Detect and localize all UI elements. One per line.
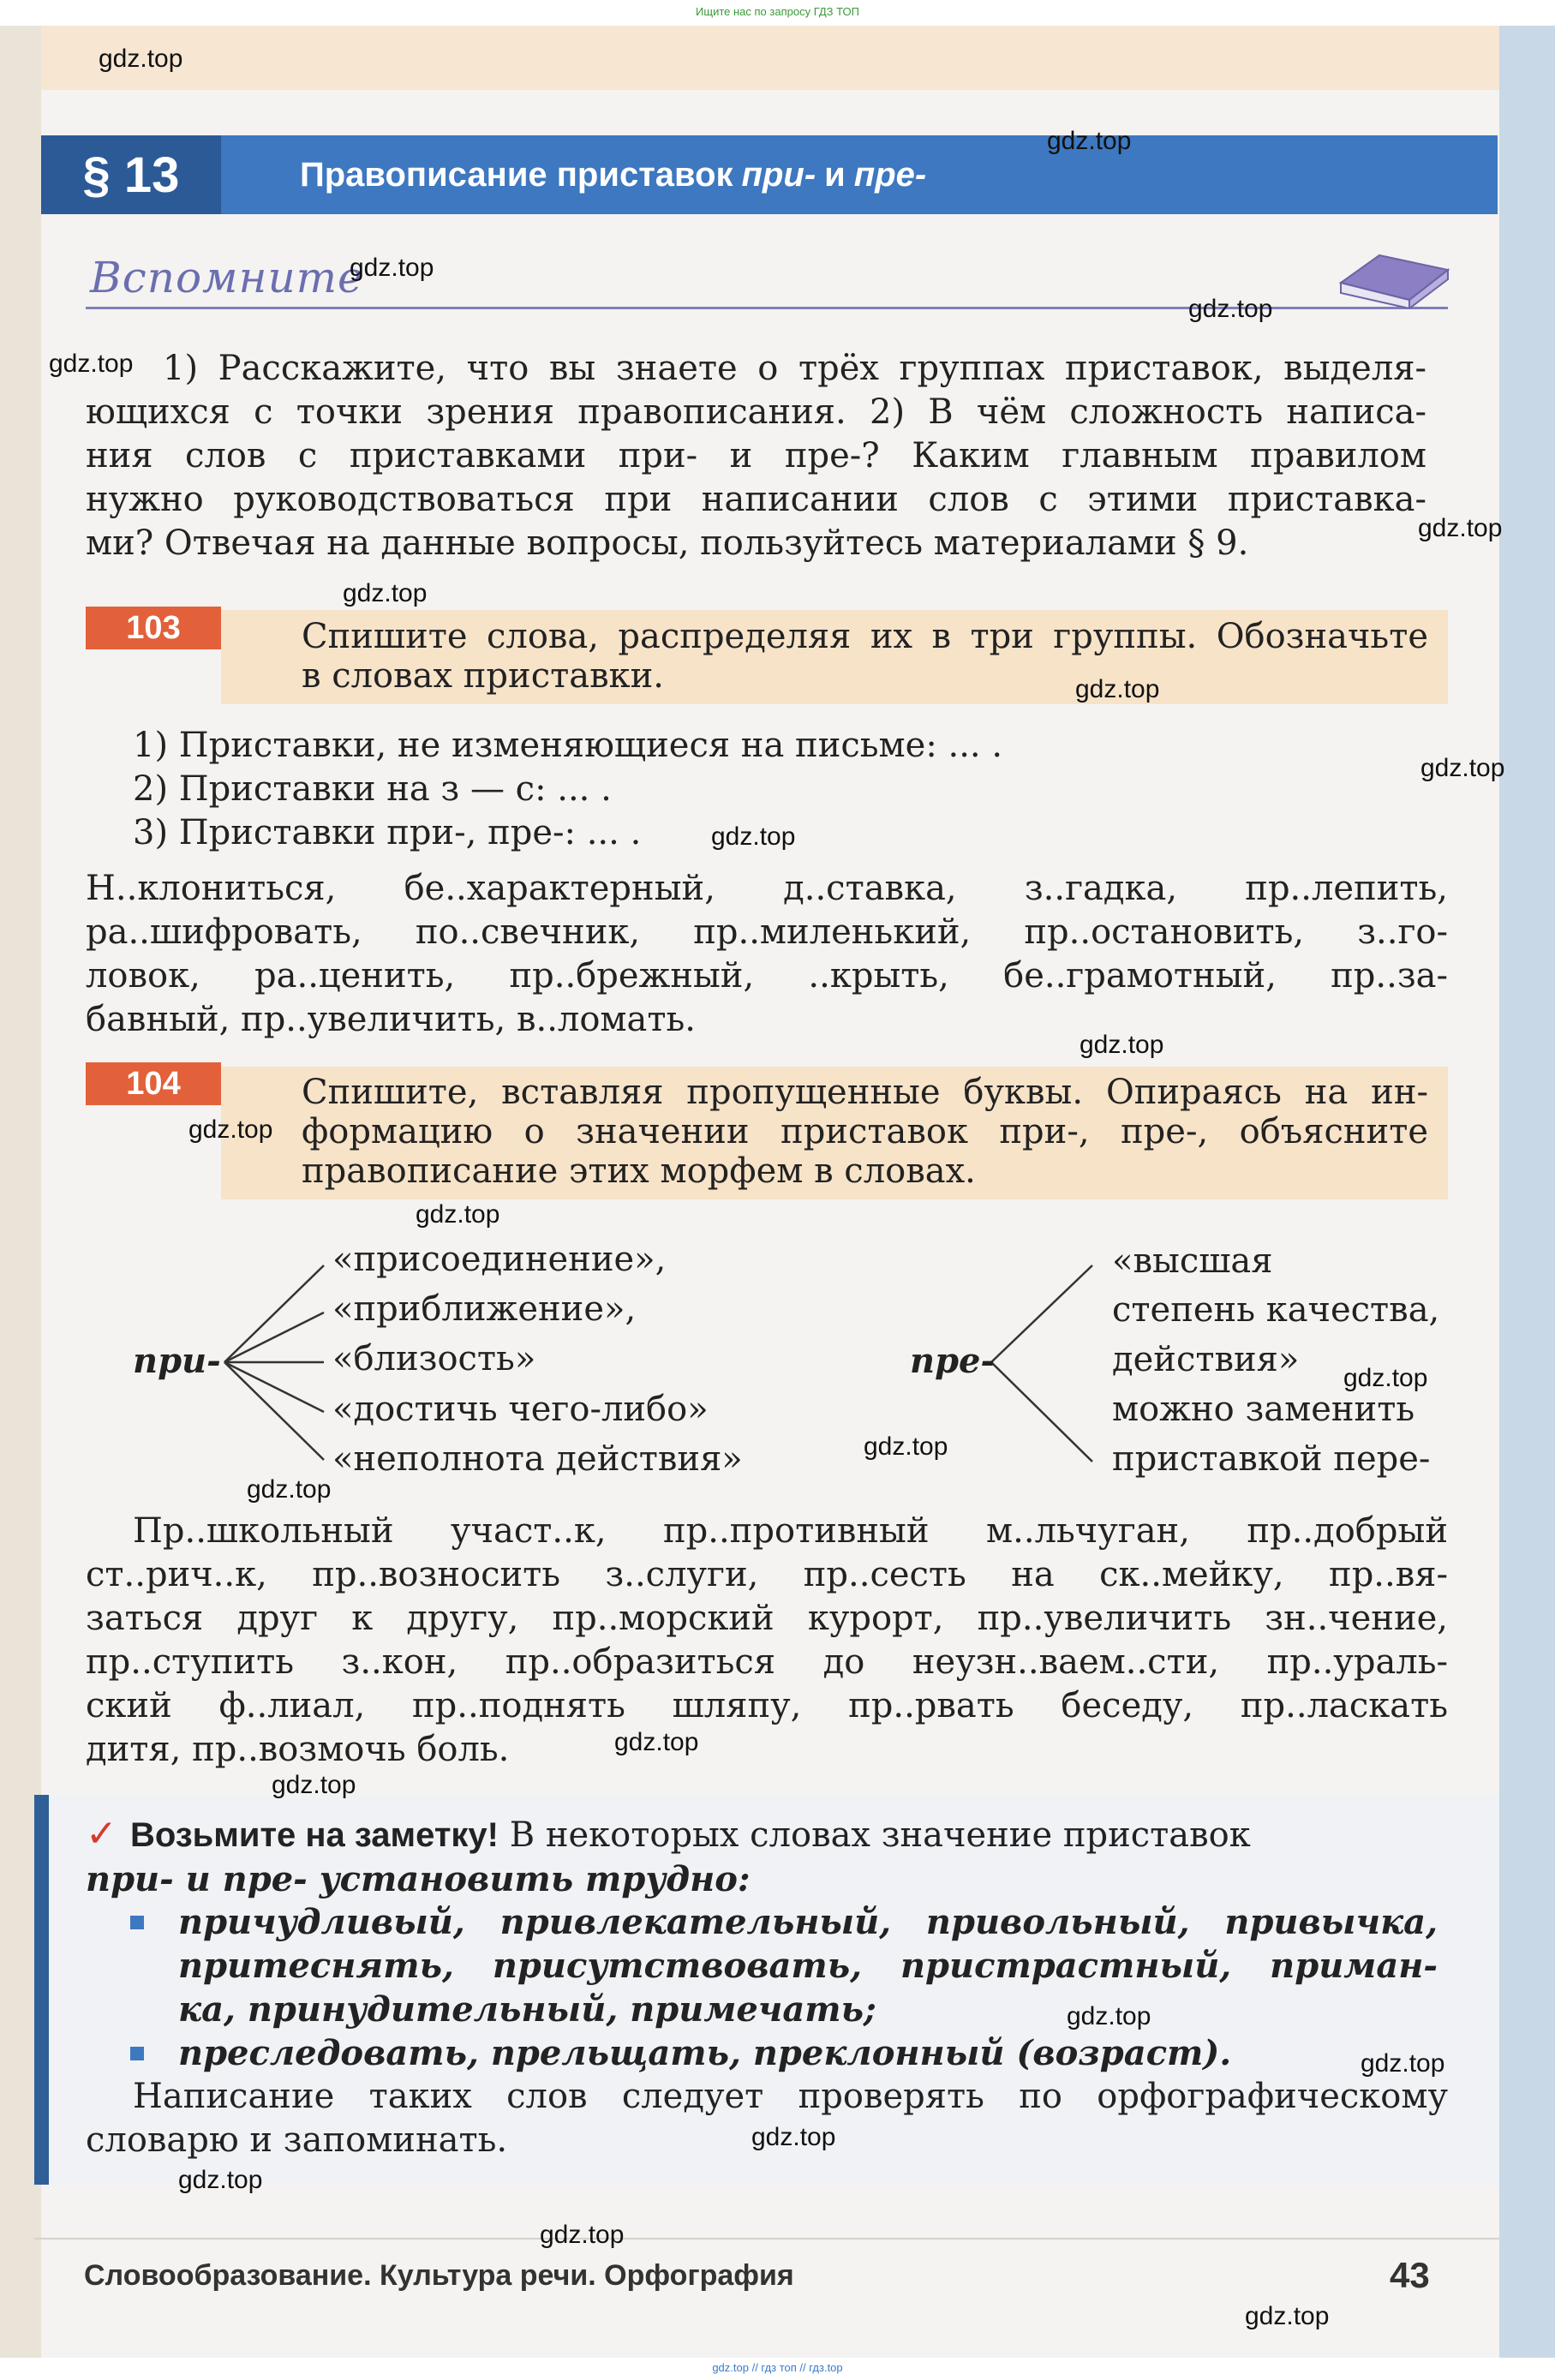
group-1: 1) Приставки, не изменяющиеся на письме: ... .	[133, 726, 1003, 765]
watermark-text: gdz.top	[247, 1475, 332, 1504]
note-closing-line-2: словарю и запоминать.	[86, 2120, 508, 2160]
recall-paragraph	[163, 347, 1426, 391]
recall-line-1: 1) Расскажите, что вы знаете о трёх группах приставок, выделя-	[163, 349, 1426, 388]
watermark-text: gdz.top	[1067, 2002, 1151, 2030]
watermark-text: gdz.top	[864, 1432, 948, 1461]
watermark-text: gdz.top	[540, 2221, 625, 2249]
recall-paragraph-rest	[86, 391, 1426, 565]
watermark-text: gdz.top	[1245, 2302, 1330, 2330]
ex104-words-line-4: пр..ступить з..кон, пр..образиться до неузн..ваем..сти, пр..ураль-	[86, 1642, 1448, 1682]
note-line-2: при- и пре- установить трудно:	[86, 1859, 751, 1899]
section-title	[300, 135, 926, 214]
watermark-text: gdz.top	[49, 350, 134, 378]
exercise-104-task-line-1: Спишите, вставляя пропущенные буквы. Опираясь на ин-	[302, 1073, 1428, 1112]
ex104-words-line-5: ский ф..лиал, пр..поднять шляпу, пр..рвать беседу, пр..ласкать	[86, 1686, 1448, 1725]
ex104-words-line-2: ст..рич..к, пр..возносить з..слуги, пр..сесть на ск..мейку, пр..вя-	[86, 1555, 1448, 1594]
watermark-text: gdz.top	[1075, 675, 1160, 703]
group-2: 2) Приставки на з — с: ... .	[133, 769, 612, 809]
watermark-text: gdz.top	[1420, 754, 1505, 782]
page-right-margin	[1499, 26, 1555, 2358]
note-bullet-1	[178, 1900, 1438, 2031]
diagram-pre-item: степень качества,	[1112, 1290, 1440, 1330]
note-bullet-2: преследовать, прельщать, преклонный (возраст).	[178, 2033, 1232, 2073]
note-line-1-rest: В некоторых словах значение приставок	[509, 1815, 1251, 1855]
watermark-text: gdz.top	[1047, 127, 1132, 155]
ex104-words-line-3: заться друг к другу, пр..морский курорт, пр..увеличить зн..чение,	[86, 1599, 1448, 1638]
exercise-103-words	[86, 867, 1448, 1042]
ex104-words-line-1: Пр..школьный участ..к, пр..противный м..льчуган, пр..добрый	[133, 1511, 1448, 1551]
watermark-text: gdz.top	[343, 579, 428, 607]
recall-heading: Вспомните	[90, 253, 364, 302]
diagram-pri-item: «достичь чего-либо»	[332, 1390, 709, 1429]
group-3: 3) Приставки при-, пре-: ... .	[133, 813, 642, 852]
footer-chapter-title: Словообразование. Культура речи. Орфография	[84, 2259, 794, 2292]
exercise-103-task-line-1: Спишите слова, распределяя их в три группы. Обозначьте	[302, 617, 1428, 656]
bullet-icon	[130, 1916, 144, 1929]
watermark-text: gdz.top	[272, 1771, 356, 1799]
exercise-103-task-line-2: в словах приставки.	[302, 656, 664, 696]
recall-line-2: ющихся с точки зрения правописания. 2) В чём сложность написа-	[86, 392, 1426, 432]
bullet-icon	[130, 2047, 144, 2060]
ex104-words-line-6: дитя, пр..возмочь боль.	[86, 1730, 510, 1769]
exercise-104-number: 104	[86, 1062, 221, 1105]
watermark-text: gdz.top	[1343, 1364, 1428, 1392]
diagram-pri-item: «близость»	[332, 1339, 536, 1378]
exercise-104-task-line-3: правописание этих морфем в словах.	[302, 1151, 976, 1191]
section-title-pre: пре-	[853, 155, 927, 194]
page-number: 43	[1390, 2255, 1430, 2295]
ex103-words-line-3: ловок, ра..ценить, пр..брежный, ..крыть, бе..грамотный, пр..за-	[86, 956, 1448, 996]
diagram-pre-item: «высшая	[1112, 1241, 1273, 1281]
diagram-pre-label: пре-	[910, 1341, 996, 1381]
ex103-words-line-1: Н..клониться, бе..характерный, д..ставка, з..гадка, пр..лепить,	[86, 869, 1448, 908]
page-top-margin	[0, 26, 1499, 90]
bottom-banner-note: gdz.top // гдз топ // гдз.top	[712, 2361, 843, 2374]
recall-line-4: нужно руководствоваться при написании слов с этими приставка-	[86, 480, 1426, 519]
watermark-text: gdz.top	[751, 2123, 836, 2151]
exercise-103-task	[302, 617, 1428, 696]
diagram-pre-item: действия»	[1112, 1340, 1300, 1379]
note-heading: Возьмите на заметку!	[130, 1816, 499, 1854]
diagram-pri-item: «неполнота действия»	[332, 1439, 743, 1479]
note-closing-line-1: Написание таких слов следует проверять по орфографическому	[133, 2077, 1448, 2116]
recall-line-3: ния слов с приставками при- и пре-? Каким главным правилом	[86, 436, 1426, 475]
section-title-pri: при-	[741, 155, 816, 194]
watermark-text: gdz.top	[1188, 295, 1273, 323]
watermark-text: gdz.top	[350, 254, 434, 282]
section-title-prefix: Правописание приставок	[300, 155, 733, 194]
section-title-and: и	[824, 155, 846, 194]
note-side-bar	[34, 1795, 49, 2185]
ex103-words-line-2: ра..шифровать, по..свечник, пр..миленький, пр..остановить, з..го-	[86, 912, 1448, 952]
checkmark-icon: ✓	[86, 1812, 117, 1856]
footer-divider	[34, 2238, 1499, 2239]
recall-line-5: ми? Отвечая на данные вопросы, пользуйтесь материалами § 9.	[86, 523, 1249, 563]
exercise-104-task	[302, 1073, 1428, 1191]
exercise-104-task-line-2: формацию о значении приставок при-, пре-, объясните	[302, 1112, 1428, 1151]
watermark-text: gdz.top	[1418, 514, 1503, 542]
diagram-pri-item: «присоединение»,	[332, 1240, 667, 1279]
watermark-text: gdz.top	[614, 1728, 699, 1756]
book-icon	[1332, 240, 1452, 308]
diagram-pri-label: при-	[133, 1341, 221, 1381]
section-number: § 13	[41, 135, 221, 214]
ex103-words-line-4: бавный, пр..увеличить, в..ломать.	[86, 1000, 696, 1039]
top-banner-note: Ищите нас по запросу ГДЗ ТОП	[696, 5, 859, 18]
note-line-1	[130, 1814, 1450, 1857]
diagram-pre-item: можно заменить	[1112, 1390, 1415, 1429]
bullet-1-line-2: притеснять, присутствовать, пристрастный, приман-	[178, 1946, 1438, 1986]
watermark-text: gdz.top	[416, 1200, 500, 1229]
watermark-text: gdz.top	[178, 2166, 263, 2194]
diagram-pre-item: приставкой пере-	[1112, 1439, 1431, 1479]
watermark-text: gdz.top	[711, 822, 796, 851]
exercise-104-words	[86, 1510, 1448, 1772]
exercise-103-number: 103	[86, 607, 221, 649]
bullet-1-line-3: ка, принудительный, примечать;	[178, 1989, 876, 2030]
watermark-text: gdz.top	[1080, 1031, 1164, 1059]
watermark-text: gdz.top	[188, 1115, 273, 1144]
diagram-pri-item: «приближение»,	[332, 1289, 637, 1329]
bullet-1-line-1: причудливый, привлекательный, привольный, привычка,	[178, 1902, 1438, 1942]
watermark-text: gdz.top	[99, 45, 183, 73]
watermark-text: gdz.top	[1361, 2049, 1445, 2078]
